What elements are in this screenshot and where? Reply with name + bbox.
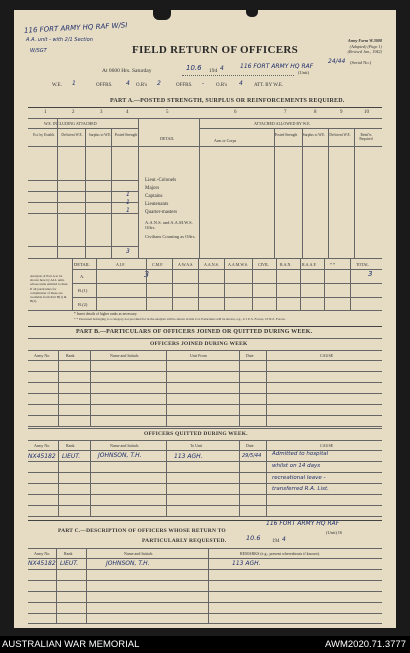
part-a-heading: PART A.—POSTED STRENGTH, SURPLUS OR REINFORCEMENTS REQUIRED.: [110, 98, 345, 104]
table-rule: [28, 483, 382, 484]
at-line-label: At 0600 Hrs. Saturday: [102, 68, 152, 74]
detail-a-total: 3: [368, 270, 373, 278]
part-c-col: Name and Initials: [124, 551, 153, 556]
col-header: Surplus to W.E.: [302, 133, 326, 137]
table-rule: [28, 580, 382, 581]
table-rule: [58, 440, 59, 516]
part-c-heading-2: PARTICULARLY REQUESTED.: [142, 538, 227, 544]
form-number: [348, 38, 382, 55]
part-c-unit-label: (Unit) IS: [326, 530, 343, 535]
col-header: Deficient W.E.: [329, 133, 351, 137]
form-title: FIELD RETURN OF OFFICERS: [132, 44, 299, 56]
quit-army-no: NX45182: [28, 453, 56, 460]
quitted-heading: OFFICERS QUITTED DURING WEEK.: [144, 431, 248, 437]
table-rule: [350, 258, 351, 310]
table-rule: [111, 128, 112, 258]
detail-col: CIVIL: [258, 262, 269, 267]
unit-label: (Unit): [298, 70, 309, 75]
table-rule: [266, 350, 267, 426]
table-rule: [28, 569, 382, 570]
joined-col: CAUSE: [320, 353, 334, 358]
part-c-year-value: 4: [282, 536, 286, 543]
table-rule: [324, 258, 325, 310]
detail-row: A.: [80, 274, 85, 279]
form-adapted: (Adapted) (Page 1): [349, 43, 382, 49]
year-value: 4: [220, 65, 224, 72]
quit-col: Date: [246, 443, 254, 448]
detail-a-aif: 3: [144, 270, 150, 279]
ors-label: O.R's: [136, 83, 148, 88]
rank-count: 1: [126, 191, 130, 198]
table-rule: [90, 440, 91, 516]
table-rule: [300, 258, 301, 310]
table-rule: [28, 191, 138, 192]
date-value: 10.6: [186, 64, 202, 72]
table-rule: [28, 258, 382, 259]
serial-label: (Serial No.): [350, 60, 372, 65]
offrs2-label: OFFRS.: [176, 83, 193, 88]
table-rule: [28, 246, 138, 247]
table-rule: [28, 426, 382, 427]
col-number: 8: [314, 110, 317, 115]
table-rule: [72, 269, 382, 270]
joined-col: Army No.: [34, 353, 51, 358]
table-rule: [28, 440, 382, 441]
footer-accession: AWM2020.71.3777: [325, 639, 406, 650]
part-c-remarks: 113 AGH.: [232, 560, 261, 567]
col-number: 10: [364, 110, 369, 115]
table-rule: [199, 118, 200, 258]
we-label: W.E.: [52, 83, 62, 88]
col-number: 3: [100, 110, 103, 115]
paper-tab-notch: [153, 10, 171, 20]
table-rule: [58, 350, 59, 426]
rank-label: A.A.N.S. and A.A.M.W.S. Offrs.: [145, 220, 193, 230]
table-rule: [28, 180, 138, 181]
offrs-label: OFFRS.: [96, 83, 113, 88]
part-c-col: Army No.: [34, 551, 51, 556]
quit-col: Name and Initials: [110, 443, 139, 448]
table-rule: [224, 258, 225, 310]
detail-col: A.W.A.S.: [178, 262, 194, 267]
table-rule: [28, 461, 382, 462]
detail-row: B.(1): [78, 288, 88, 293]
joined-col: Unit From: [190, 353, 207, 358]
part-c-name: JOHNSON, T.H.: [106, 560, 150, 567]
detail-col: A.A.N.S.: [204, 262, 219, 267]
table-rule: [28, 602, 382, 603]
serial-value: 24/44: [328, 58, 346, 65]
ors2-value: 4: [239, 80, 243, 87]
col-header: Est. by Establt.: [33, 133, 55, 137]
table-rule: [72, 283, 382, 284]
footnote-1: * Insert details of higher ranks as necessary.: [74, 312, 138, 316]
table-rule: [208, 548, 209, 623]
detail-col: * *: [330, 262, 335, 267]
table-rule: [28, 310, 382, 311]
table-rule: [266, 440, 267, 516]
table-rule: [276, 258, 277, 310]
part-c-col: REMARKS (e.g., present whereabouts if known).: [240, 551, 320, 556]
col-header: Arm or Corps: [214, 138, 237, 143]
table-rule: [86, 548, 87, 623]
table-rule: [28, 472, 382, 473]
paper-tab-notch: [246, 10, 258, 17]
detail-col: R.A.A.F.: [302, 262, 317, 267]
col-header: Posted Strength: [274, 133, 298, 137]
col-header: DETAIL: [160, 136, 175, 141]
part-c-heading: PART C.—DESCRIPTION OF OFFICERS WHOSE RETURN TO: [58, 528, 226, 534]
table-rule: [328, 128, 329, 258]
part-b-heading: PART B.—PARTICULARS OF OFFICERS JOINED OR QUITTED DURING WEEK.: [76, 329, 313, 335]
table-rule: [28, 107, 382, 108]
rank-total: 3: [126, 248, 130, 255]
table-rule: [166, 440, 167, 516]
ors2-label: O.R's: [216, 83, 228, 88]
quit-date: 29/5/44: [242, 453, 262, 459]
col-number: 4: [126, 110, 129, 115]
part-c-rank: LIEUT.: [60, 560, 79, 567]
table-rule: [72, 258, 73, 310]
table-rule: [28, 213, 138, 214]
archive-footer: [0, 636, 410, 653]
table-rule: [90, 350, 91, 426]
table-rule: [239, 350, 240, 426]
quit-col: To Unit: [190, 443, 203, 448]
quit-col: CAUSE: [320, 443, 334, 448]
part-c-unit: 116 FORT ARMY HQ RAF: [266, 520, 340, 527]
table-rule: [198, 258, 199, 310]
table-rule: [85, 128, 86, 258]
table-rule: [274, 128, 275, 258]
table-rule: [138, 118, 139, 258]
detail-col: C.M.F.: [152, 262, 164, 267]
col-number: 2: [72, 110, 75, 115]
quit-cause-4: transferred R.A. List.: [272, 486, 329, 492]
table-rule: [28, 360, 382, 361]
ors-value: 2: [157, 80, 161, 87]
table-rule: [172, 258, 173, 310]
form-number-label: Army Form W.3008: [347, 38, 382, 43]
col-header: Reinf'ts Required: [359, 133, 373, 141]
detail-col: R.A.N.: [280, 262, 292, 267]
quit-col: Army No.: [34, 443, 51, 448]
table-rule: [56, 548, 57, 623]
table-rule: [28, 202, 138, 203]
quit-cause-3: recreational leave -: [272, 475, 326, 481]
table-rule: [354, 128, 355, 258]
rank-count: 1: [126, 199, 130, 206]
rank-label: Majors: [145, 186, 160, 191]
quit-rank: LIEUT.: [62, 453, 81, 460]
rank-label: Civilians Counting as Offrs.: [145, 234, 196, 239]
col-number: 9: [340, 110, 343, 115]
part-c-year: 194: [272, 539, 280, 544]
table-rule: [252, 258, 253, 310]
detail-col: A.A.M.W.S.: [228, 262, 248, 267]
form-paper: [14, 10, 396, 628]
table-rule: [28, 494, 382, 495]
detail-col: A.I.F.: [116, 262, 126, 267]
rank-label: Lieutenants: [145, 202, 169, 207]
analysis-side-note: Analysis of Part A to be shown here by ALL units whose units entitled to men. If all particulars for compilation of these are available from Part B(1) & B(2).: [30, 274, 69, 304]
quit-col: Rank: [66, 443, 75, 448]
table-rule: [28, 118, 382, 119]
form-revised: (Revised Jan., 1942): [347, 49, 382, 54]
table-rule: [166, 350, 167, 426]
col-header: Posted Strength: [114, 133, 138, 137]
rank-count: 1: [126, 207, 130, 214]
table-rule: [28, 516, 382, 517]
table-rule: [28, 326, 382, 327]
col-number: 1: [44, 110, 47, 115]
col-number: 6: [234, 110, 237, 115]
table-rule: [28, 128, 138, 129]
unit-value: 116 FORT ARMY HQ RAF: [240, 63, 314, 70]
joined-col: Date: [246, 353, 254, 358]
footer-institution: AUSTRALIAN WAR MEMORIAL: [2, 639, 140, 650]
we-including-label: W.E. INCLUDING ATTACHED: [44, 121, 97, 126]
quit-cause-1: Admitted to hospital: [272, 451, 329, 457]
table-rule: [28, 623, 382, 624]
year-label: 194: [209, 68, 218, 74]
table-rule: [239, 440, 240, 516]
part-c-col: Rank: [64, 551, 73, 556]
detail-label: DETAIL: [74, 262, 90, 267]
table-rule: [96, 258, 97, 310]
handwritten-unit-note-2: W/SGT: [30, 48, 47, 54]
col-header: Surplus to W.E.: [88, 133, 112, 137]
att-label: ATT. BY W.E.: [254, 83, 284, 88]
handwritten-unit-note: A.A. unit - with 2/1 Section: [26, 37, 93, 43]
quit-unit: 113 AGH.: [174, 453, 203, 460]
we-value: 1: [72, 80, 76, 87]
table-rule: [28, 548, 382, 549]
rank-label: Lieut.-Colonels: [145, 178, 177, 183]
table-rule: [28, 505, 382, 506]
offrs-value: 4: [126, 80, 130, 87]
table-rule: [302, 128, 303, 258]
attached-label: ATTACHED ALLOWED BY W.E.: [254, 121, 311, 126]
joined-heading: OFFICERS JOINED DURING WEEK: [150, 341, 248, 347]
footnote-2: * * Personnel belonging to a category not provided for in the analysis will be shown in this Col. Particulars will be shown, e.g., 2/1 U.S. Forces, 10 N.Z. Forces.: [74, 317, 286, 321]
joined-col: Rank: [66, 353, 75, 358]
offrs2-value: -: [202, 80, 205, 87]
table-rule: [72, 297, 382, 298]
quit-cause-2: whilst on 14 days: [272, 463, 321, 469]
table-rule: [28, 350, 382, 351]
rank-label: Captains: [145, 194, 163, 199]
joined-col: Name and Initials: [110, 353, 139, 358]
table-rule: [28, 613, 382, 614]
table-rule: [28, 415, 382, 416]
table-rule: [28, 382, 382, 383]
table-rule: [28, 404, 382, 405]
col-number: 7: [284, 110, 287, 115]
detail-col: TOTAL: [356, 262, 369, 267]
col-header: Deficient W.E.: [61, 133, 83, 137]
table-rule: [144, 258, 150, 310]
quit-name: JOHNSON, T.H.: [98, 452, 142, 459]
detail-row: B.(2): [78, 302, 88, 307]
col-number: 5: [166, 110, 169, 115]
table-rule: [28, 428, 382, 429]
table-rule: [28, 558, 382, 559]
part-c-army-no: NX45182: [28, 560, 56, 567]
table-rule: [57, 118, 58, 258]
table-rule: [28, 393, 382, 394]
handwritten-top-note: 116 FORT ARMY HQ RAF W/SI: [23, 21, 128, 35]
table-rule: [28, 371, 382, 372]
rank-label: Quarter-masters: [145, 210, 178, 215]
table-rule: [28, 450, 382, 451]
table-rule: [28, 338, 382, 339]
part-c-date: 10.6: [246, 534, 261, 542]
table-rule: [28, 591, 382, 592]
dotted-rule: [182, 75, 294, 76]
